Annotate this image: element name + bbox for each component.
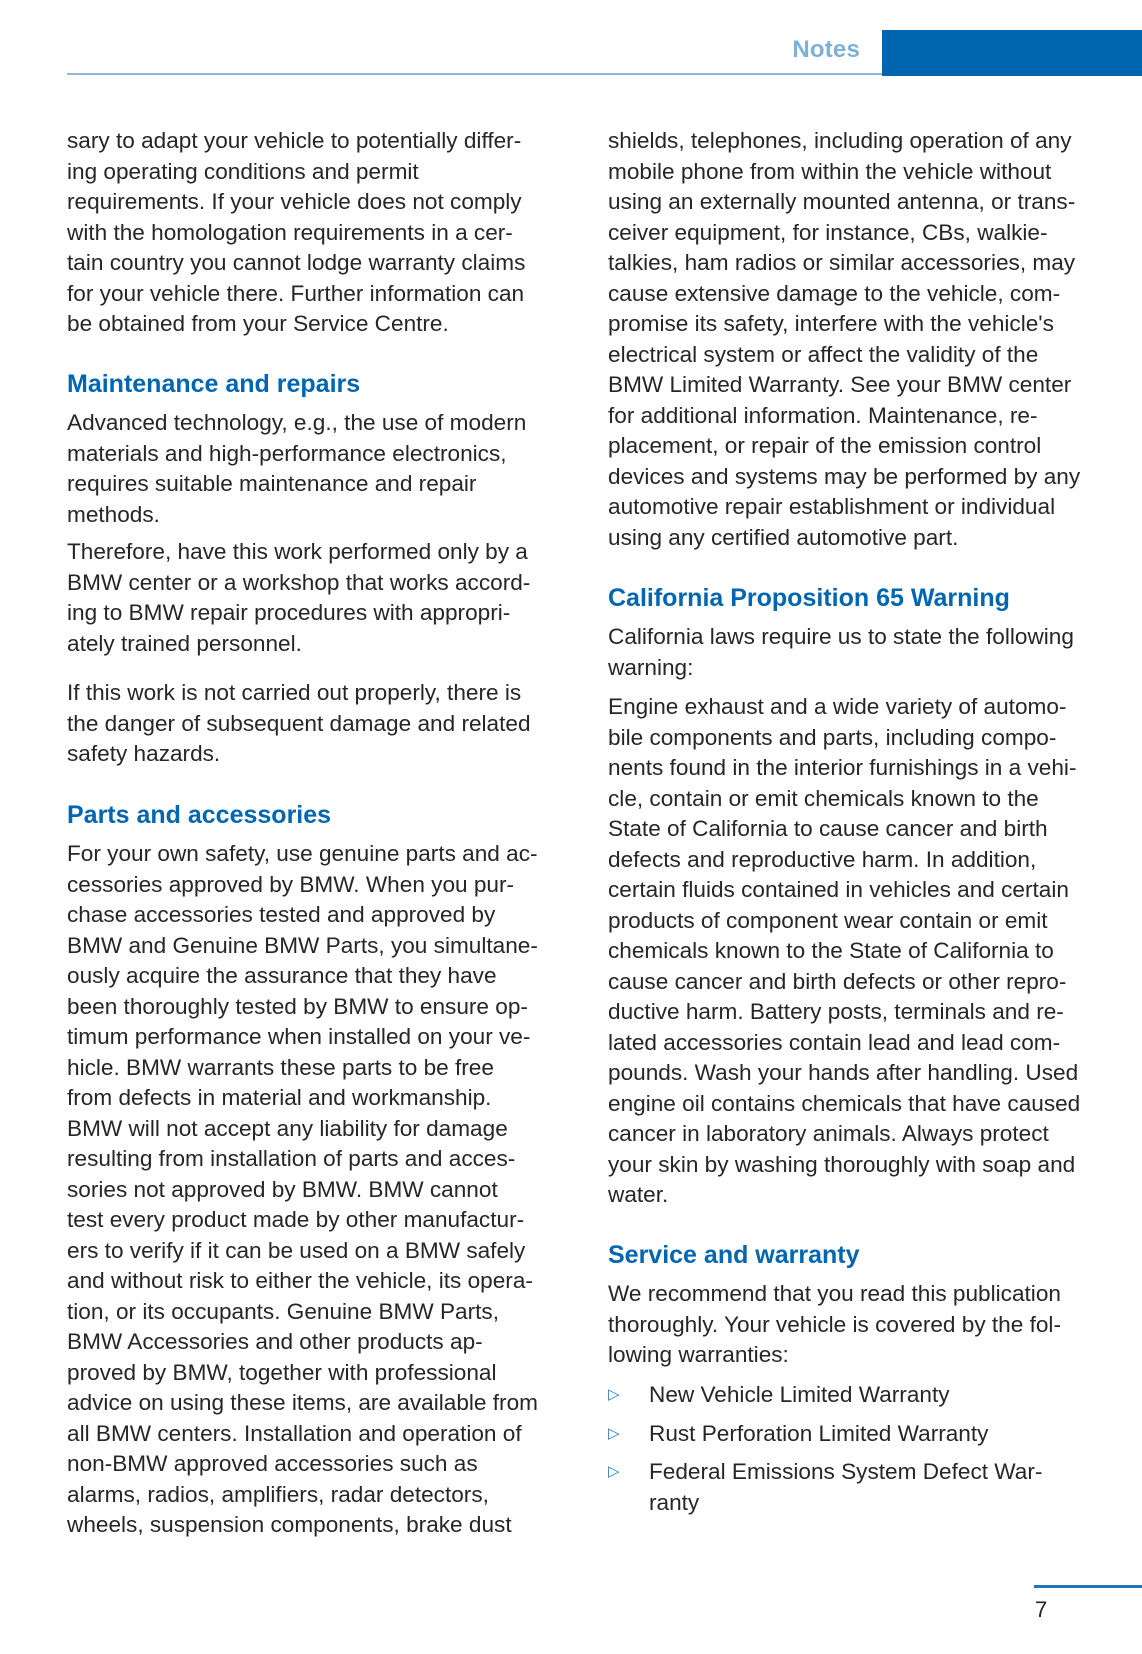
text-line: BMW Limited Warranty. See your BMW center: [608, 372, 1072, 397]
text-line: your skin by washing thoroughly with soap and: [608, 1151, 1076, 1177]
text-line: using an externally mounted antenna, or trans-: [608, 189, 1076, 214]
text-line: Advanced technology, e.g., the use of modern: [67, 410, 527, 435]
header-accent-bar: [882, 30, 1142, 76]
text-line: If this work is not carried out properly, there is: [67, 680, 522, 705]
heading-service-warranty: Service and warranty: [608, 1241, 860, 1269]
text-line: promise its safety, interfere with the vehicle's: [608, 311, 1054, 336]
text-line: ately trained personnel.: [67, 630, 302, 656]
text-line: sary to adapt your vehicle to potentially differ-: [67, 128, 522, 153]
text-line: hicle. BMW warrants these parts to be free: [67, 1054, 494, 1080]
text-line: pounds. Wash your hands after handling. Used: [608, 1060, 1079, 1085]
text-line: with the homologation requirements in a cer-: [67, 219, 513, 245]
text-line: ing to BMW repair procedures with appropri-: [67, 600, 511, 625]
section-title: Notes: [792, 36, 860, 63]
text-line: cause extensive damage to the vehicle, com-: [608, 280, 1061, 306]
maintenance-paragraph-2: [67, 537, 587, 659]
text-line: and without risk to either the vehicle, its opera-: [67, 1268, 533, 1293]
text-line: thoroughly. Your vehicle is covered by the fol-: [608, 1311, 1061, 1337]
text-line: lowing warranties:: [608, 1342, 789, 1367]
text-line: cessories approved by BMW. When you pur-: [67, 871, 515, 897]
triangle-right-outline-icon: ▷: [608, 1424, 620, 1442]
text-line: nents found in the interior furnishings in a vehi-: [608, 755, 1077, 780]
text-line: certain fluids contained in vehicles and certain: [608, 877, 1069, 902]
text-line: proved by BMW, together with professional: [67, 1359, 497, 1385]
text-line: be obtained from your Service Centre.: [67, 311, 449, 336]
text-line: for your vehicle there. Further information can: [67, 280, 525, 306]
text-line: alarms, radios, amplifiers, radar detectors,: [67, 1481, 489, 1507]
text-line: sories not approved by BMW. BMW cannot: [67, 1176, 498, 1202]
text-line: We recommend that you read this publication: [608, 1281, 1061, 1306]
text-line: automotive repair establishment or individual: [608, 494, 1056, 519]
text-line: ceiver equipment, for instance, CBs, walkie-: [608, 219, 1048, 245]
text-line: advice on using these items, are available from: [67, 1390, 538, 1415]
warranty-list: [608, 1380, 1128, 1518]
text-line: BMW will not accept any liability for damage: [67, 1115, 508, 1141]
text-line: from defects in material and workmanship.: [67, 1085, 492, 1110]
text-line: wheels, suspension components, brake dust: [67, 1512, 512, 1537]
text-line: warning:: [608, 654, 694, 680]
text-line: mobile phone from within the vehicle without: [608, 158, 1052, 184]
text-line: resulting from installation of parts and acces-: [67, 1146, 516, 1171]
maintenance-paragraph-3: [67, 678, 587, 770]
page-number: 7: [1035, 1597, 1048, 1622]
text-line: State of California to cause cancer and birth: [608, 816, 1048, 841]
list-item-text: ranty: [649, 1489, 700, 1515]
text-line: engine oil contains chemicals that have caused: [608, 1090, 1081, 1116]
heading-maintenance: Maintenance and repairs: [67, 370, 361, 398]
text-line: test every product made by other manufactur-: [67, 1207, 525, 1232]
text-line: using any certified automotive part.: [608, 524, 959, 550]
text-line: products of component wear contain or emit: [608, 907, 1048, 933]
text-line: BMW and Genuine BMW Parts, you simultane-: [67, 932, 538, 958]
text-line: lated accessories contain lead and lead com-: [608, 1029, 1061, 1055]
triangle-right-outline-icon: ▷: [608, 1463, 620, 1480]
text-line: materials and high-performance electronics,: [67, 440, 507, 466]
text-line: cause cancer and birth defects or other repro-: [608, 968, 1067, 994]
text-line: ductive harm. Battery posts, terminals and re-: [608, 999, 1064, 1024]
text-line: defects and reproductive harm. In addition,: [608, 846, 1037, 872]
list-item: [608, 1419, 1128, 1450]
triangle-right-outline-icon: ▷: [608, 1386, 620, 1403]
text-line: been thoroughly tested by BMW to ensure op-: [67, 993, 528, 1019]
service-paragraph: [608, 1279, 1128, 1371]
text-line: chase accessories tested and approved by: [67, 902, 496, 927]
heading-california-prop-65: California Proposition 65 Warning: [608, 584, 1010, 612]
text-line: water.: [608, 1182, 669, 1207]
parts-paragraph: [67, 839, 587, 1541]
text-line: devices and systems may be performed by any: [608, 463, 1081, 489]
text-line: placement, or repair of the emission control: [608, 433, 1042, 458]
maintenance-paragraph-1: [67, 408, 587, 530]
text-line: For your own safety, use genuine parts and ac-: [67, 841, 538, 866]
text-line: safety hazards.: [67, 741, 221, 766]
text-line: BMW Accessories and other products ap-: [67, 1329, 483, 1354]
text-line: Engine exhaust and a wide variety of automo-: [608, 694, 1067, 719]
footer-rule: [1034, 1585, 1142, 1588]
text-line: bile components and parts, including compo-: [608, 724, 1057, 750]
california-paragraph-1: [608, 622, 1128, 683]
header-rule: [67, 73, 882, 75]
intro-paragraph: [67, 126, 587, 340]
text-line: for additional information. Maintenance, re-: [608, 402, 1038, 428]
text-line: ously acquire the assurance that they have: [67, 963, 497, 988]
list-item-text: New Vehicle Limited Warranty: [649, 1382, 950, 1407]
text-line: Therefore, have this work performed only by a: [67, 539, 528, 564]
text-line: talkies, ham radios or similar accessories, may: [608, 250, 1076, 275]
text-line: California laws require us to state the following: [608, 624, 1074, 649]
text-line: timum performance when installed on your ve-: [67, 1024, 531, 1049]
text-line: methods.: [67, 501, 160, 527]
text-line: tain country you cannot lodge warranty claims: [67, 250, 526, 275]
continued-paragraph: [608, 126, 1128, 553]
list-item-text: Rust Perforation Limited Warranty: [649, 1420, 989, 1446]
list-item: [608, 1380, 1128, 1411]
text-line: shields, telephones, including operation of any: [608, 128, 1072, 153]
text-line: requires suitable maintenance and repair: [67, 471, 477, 496]
text-line: electrical system or affect the validity of the: [608, 341, 1039, 367]
text-line: chemicals known to the State of California to: [608, 938, 1054, 963]
text-line: cle, contain or emit chemicals known to the: [608, 785, 1039, 811]
text-line: BMW center or a workshop that works accord-: [67, 569, 531, 595]
text-line: non-BMW approved accessories such as: [67, 1451, 478, 1476]
california-paragraph-2: [608, 692, 1128, 1211]
list-item-text: Federal Emissions System Defect War-: [649, 1459, 1043, 1484]
text-line: requirements. If your vehicle does not comply: [67, 189, 522, 214]
text-line: cancer in laboratory animals. Always protect: [608, 1121, 1049, 1146]
text-line: ers to verify if it can be used on a BMW safely: [67, 1237, 526, 1263]
heading-parts: Parts and accessories: [67, 801, 332, 829]
text-line: the danger of subsequent damage and related: [67, 710, 531, 736]
list-item: [608, 1457, 1128, 1518]
text-line: tion, or its occupants. Genuine BMW Parts,: [67, 1298, 499, 1324]
text-line: ing operating conditions and permit: [67, 158, 419, 184]
text-line: all BMW centers. Installation and operation of: [67, 1420, 522, 1446]
